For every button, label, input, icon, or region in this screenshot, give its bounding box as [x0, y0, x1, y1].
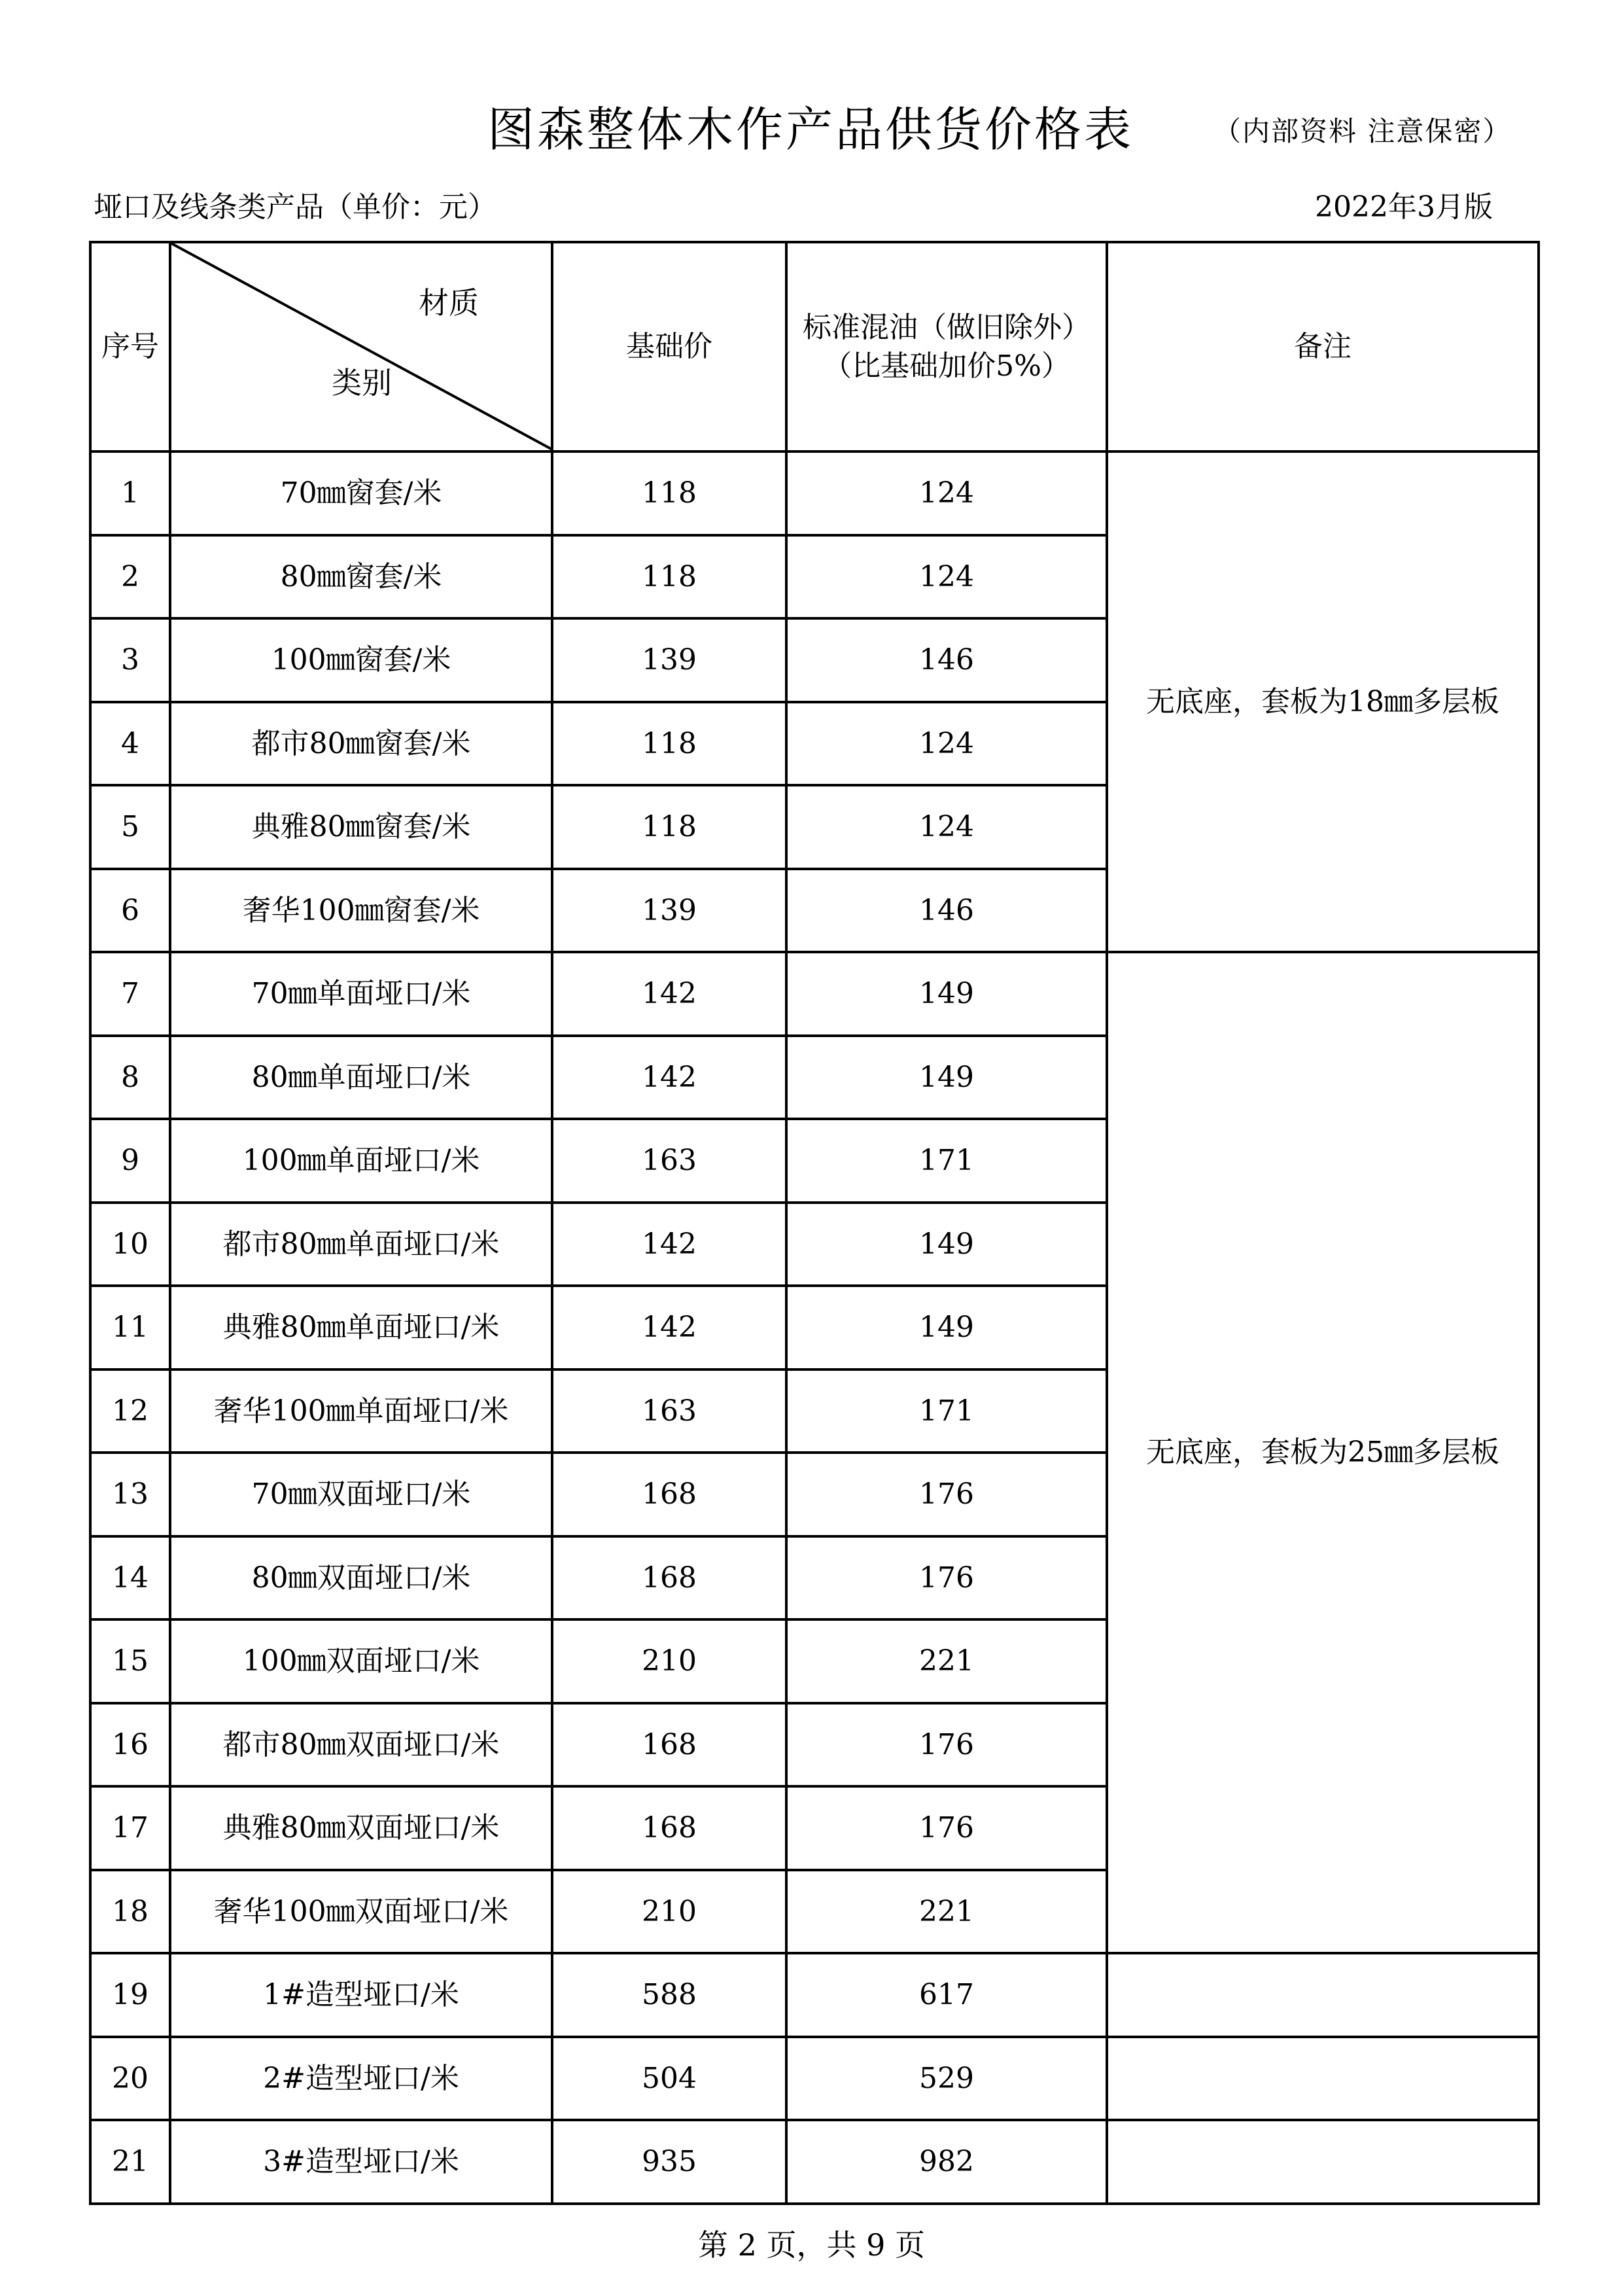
- row-product-name: 80㎜双面垭口/米: [170, 1536, 552, 1620]
- row-base-price: 588: [552, 1953, 786, 2037]
- row-base-price: 139: [552, 869, 786, 953]
- row-base-price: 139: [552, 618, 786, 702]
- section-subtitle: 垭口及线条类产品（单价：元）: [94, 190, 497, 224]
- header-category: 类别: [332, 365, 392, 400]
- row-product-name: 70㎜双面垭口/米: [170, 1453, 552, 1536]
- row-number: 18: [90, 1870, 170, 1954]
- confidential-note: （内部资料 注意保密）: [1213, 115, 1512, 147]
- row-product-name: 100㎜双面垭口/米: [170, 1619, 552, 1703]
- row-standard-price: 124: [786, 535, 1107, 619]
- row-standard-price: 124: [786, 785, 1107, 869]
- row-standard-price: 617: [786, 1953, 1107, 2037]
- remark-empty: [1107, 1953, 1539, 2037]
- row-standard-price: 149: [786, 952, 1107, 1036]
- price-table: [89, 241, 1540, 2205]
- row-base-price: 142: [552, 1286, 786, 1369]
- row-base-price: 168: [552, 1703, 786, 1787]
- row-base-price: 142: [552, 952, 786, 1036]
- header-seq: 序号: [90, 242, 170, 451]
- row-base-price: 504: [552, 2037, 786, 2121]
- row-standard-price: 149: [786, 1036, 1107, 1120]
- diagonal-line: [171, 243, 553, 450]
- row-base-price: 210: [552, 1619, 786, 1703]
- row-base-price: 168: [552, 1786, 786, 1870]
- edition-label: 2022年3月版: [1315, 190, 1493, 224]
- table-row: [90, 1953, 1539, 2037]
- row-number: 15: [90, 1619, 170, 1703]
- row-standard-price: 982: [786, 2120, 1107, 2204]
- row-product-name: 100㎜单面垭口/米: [170, 1119, 552, 1203]
- row-number: 2: [90, 535, 170, 619]
- row-number: 3: [90, 618, 170, 702]
- row-product-name: 70㎜窗套/米: [170, 451, 552, 535]
- row-product-name: 奢华100㎜单面垭口/米: [170, 1369, 552, 1453]
- row-standard-price: 529: [786, 2037, 1107, 2121]
- table-row: [90, 952, 1539, 1036]
- row-base-price: 163: [552, 1119, 786, 1203]
- row-product-name: 100㎜窗套/米: [170, 618, 552, 702]
- row-standard-price: 176: [786, 1703, 1107, 1787]
- row-standard-price: 176: [786, 1453, 1107, 1536]
- row-standard-price: 176: [786, 1786, 1107, 1870]
- header-row: [90, 242, 1539, 451]
- remark-empty: [1107, 2037, 1539, 2121]
- row-base-price: 168: [552, 1453, 786, 1536]
- row-standard-price: 221: [786, 1619, 1107, 1703]
- row-product-name: 典雅80㎜双面垭口/米: [170, 1786, 552, 1870]
- row-product-name: 奢华100㎜窗套/米: [170, 869, 552, 953]
- header-standard-line2: （比基础加价5%）: [823, 349, 1070, 383]
- row-base-price: 118: [552, 702, 786, 786]
- row-standard-price: 171: [786, 1369, 1107, 1453]
- row-base-price: 142: [552, 1203, 786, 1286]
- row-standard-price: 149: [786, 1286, 1107, 1369]
- row-standard-price: 171: [786, 1119, 1107, 1203]
- row-number: 14: [90, 1536, 170, 1620]
- table-row: [90, 451, 1539, 535]
- row-number: 20: [90, 2037, 170, 2121]
- page-footer: 第 2 页，共 9 页: [697, 2227, 926, 2263]
- row-base-price: 118: [552, 535, 786, 619]
- row-standard-price: 146: [786, 618, 1107, 702]
- row-base-price: 210: [552, 1870, 786, 1954]
- row-number: 21: [90, 2120, 170, 2204]
- row-product-name: 1#造型垭口/米: [170, 1953, 552, 2037]
- row-standard-price: 124: [786, 451, 1107, 535]
- header-note: 备注: [1107, 242, 1539, 451]
- row-number: 17: [90, 1786, 170, 1870]
- row-standard-price: 149: [786, 1203, 1107, 1286]
- table-row: [90, 2120, 1539, 2204]
- row-base-price: 163: [552, 1369, 786, 1453]
- header-base-price: 基础价: [552, 242, 786, 451]
- row-number: 9: [90, 1119, 170, 1203]
- row-number: 5: [90, 785, 170, 869]
- row-product-name: 奢华100㎜双面垭口/米: [170, 1870, 552, 1954]
- row-number: 16: [90, 1703, 170, 1787]
- row-number: 12: [90, 1369, 170, 1453]
- row-standard-price: 124: [786, 702, 1107, 786]
- row-number: 10: [90, 1203, 170, 1286]
- table-row: [90, 2037, 1539, 2121]
- row-base-price: 142: [552, 1036, 786, 1120]
- header-standard-paint: [786, 242, 1107, 451]
- row-base-price: 935: [552, 2120, 786, 2204]
- row-product-name: 典雅80㎜单面垭口/米: [170, 1286, 552, 1369]
- page-title: 图森整体木作产品供货价格表: [487, 102, 1134, 157]
- row-standard-price: 146: [786, 869, 1107, 953]
- row-number: 13: [90, 1453, 170, 1536]
- remark-group2: 无底座，套板为25㎜多层板: [1107, 952, 1539, 1953]
- row-number: 19: [90, 1953, 170, 2037]
- row-number: 8: [90, 1036, 170, 1120]
- row-product-name: 典雅80㎜窗套/米: [170, 785, 552, 869]
- row-number: 1: [90, 451, 170, 535]
- row-number: 4: [90, 702, 170, 786]
- row-base-price: 118: [552, 785, 786, 869]
- header-diagonal-cell: [170, 242, 552, 451]
- row-product-name: 70㎜单面垭口/米: [170, 952, 552, 1036]
- row-number: 11: [90, 1286, 170, 1369]
- row-product-name: 80㎜窗套/米: [170, 535, 552, 619]
- row-product-name: 3#造型垭口/米: [170, 2120, 552, 2204]
- row-number: 6: [90, 869, 170, 953]
- row-standard-price: 221: [786, 1870, 1107, 1954]
- row-base-price: 168: [552, 1536, 786, 1620]
- row-product-name: 都市80㎜单面垭口/米: [170, 1203, 552, 1286]
- remark-empty: [1107, 2120, 1539, 2204]
- remark-group1: 无底座，套板为18㎜多层板: [1107, 451, 1539, 952]
- row-product-name: 2#造型垭口/米: [170, 2037, 552, 2121]
- row-standard-price: 176: [786, 1536, 1107, 1620]
- row-product-name: 都市80㎜窗套/米: [170, 702, 552, 786]
- row-product-name: 都市80㎜双面垭口/米: [170, 1703, 552, 1787]
- header-standard-line1: 标准混油（做旧除外）: [803, 310, 1091, 344]
- row-product-name: 80㎜单面垭口/米: [170, 1036, 552, 1120]
- row-base-price: 118: [552, 451, 786, 535]
- header-material: 材质: [419, 285, 479, 321]
- row-number: 7: [90, 952, 170, 1036]
